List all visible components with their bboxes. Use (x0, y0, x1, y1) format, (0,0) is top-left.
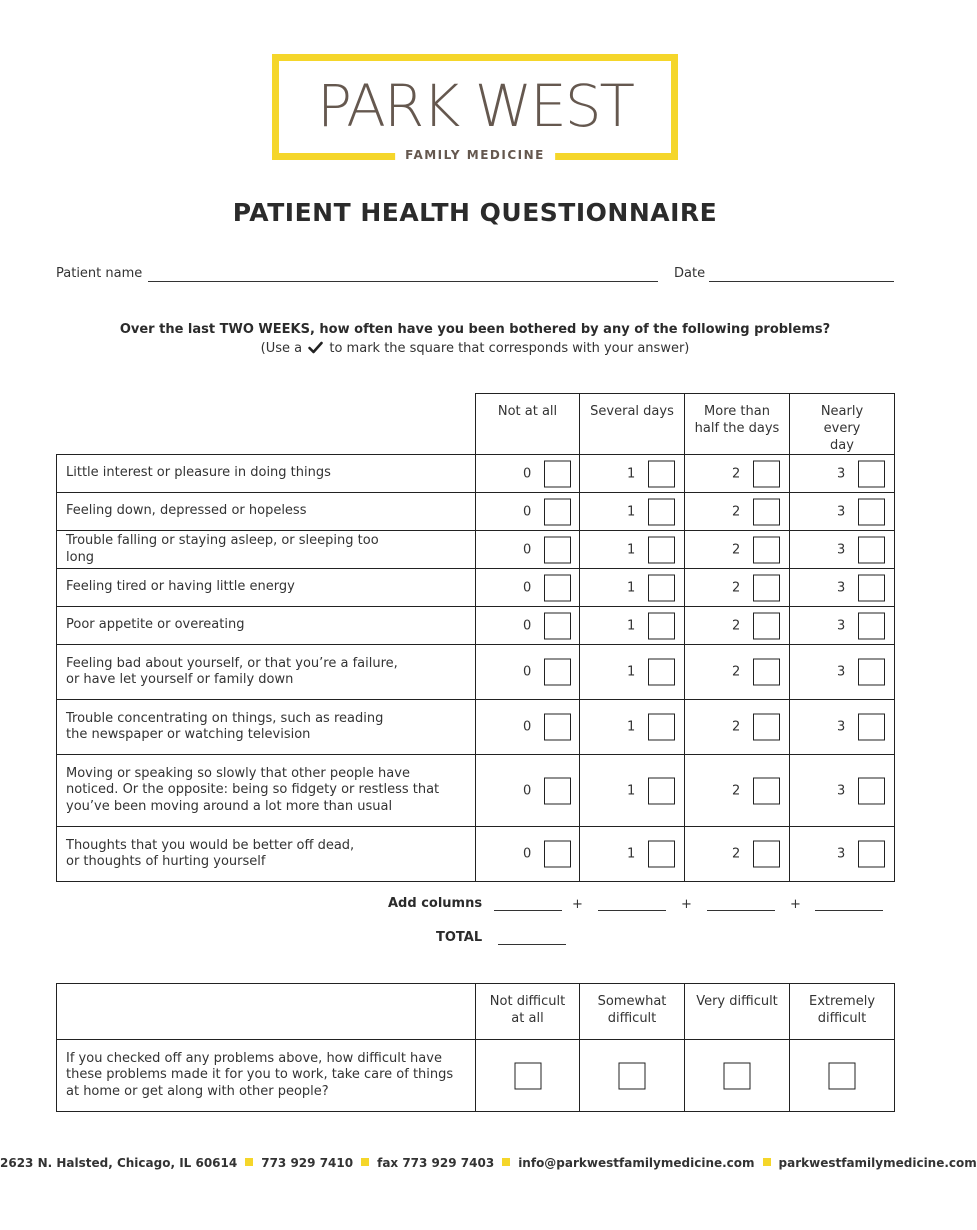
score-value: 1 (627, 846, 636, 862)
instructions-hint-after: to mark the square that corresponds with your answer) (329, 341, 690, 356)
footer-address: 2623 N. Halsted, Chicago, IL 60614 (0, 1156, 238, 1170)
separator-square-icon (361, 1158, 369, 1166)
question-row (57, 827, 895, 882)
difficulty-row (57, 1040, 895, 1112)
answer-option (476, 645, 580, 700)
answer-option (476, 493, 580, 531)
question-text (57, 607, 476, 645)
score-value: 3 (837, 846, 846, 862)
answer-option (580, 531, 685, 569)
plus-sign: + (572, 897, 583, 912)
footer-fax: fax 773 929 7403 (377, 1156, 495, 1170)
patient-info-fields (56, 266, 896, 286)
answer-option (476, 755, 580, 827)
logo-sub-text: FAMILY MEDICINE (395, 148, 555, 162)
separator-square-icon (502, 1158, 510, 1166)
checkbox[interactable] (858, 536, 885, 563)
question-text (57, 455, 476, 493)
question-label: Feeling down, depressed or hopeless (66, 503, 307, 519)
score-value: 2 (732, 783, 741, 798)
score-value: 0 (523, 504, 532, 519)
checkbox[interactable] (544, 574, 571, 601)
answer-option (790, 645, 895, 700)
score-value: 1 (627, 783, 636, 798)
answer-option (685, 700, 790, 755)
header-somewhat-difficult: Somewhat difficult (580, 984, 685, 1040)
answer-option (685, 755, 790, 827)
score-value: 1 (627, 664, 636, 680)
header-more-than-half: More than half the days (685, 394, 790, 455)
question-row (57, 531, 895, 569)
score-value: 1 (627, 580, 636, 595)
checkbox[interactable] (753, 777, 780, 804)
score-value: 2 (732, 504, 741, 519)
total-label: TOTAL (436, 930, 483, 945)
checkbox[interactable] (544, 714, 571, 741)
checkbox[interactable] (619, 1062, 646, 1089)
question-row (57, 455, 895, 493)
answer-option (580, 645, 685, 700)
separator-square-icon (763, 1158, 771, 1166)
checkbox[interactable] (648, 841, 675, 868)
checkbox[interactable] (544, 659, 571, 686)
answer-option (685, 827, 790, 882)
answer-option (476, 700, 580, 755)
header-very-difficult: Very difficult (685, 984, 790, 1040)
question-label: Poor appetite or overeating (66, 617, 245, 633)
question-text (57, 493, 476, 531)
answer-option (580, 493, 685, 531)
checkbox[interactable] (858, 659, 885, 686)
answer-option (685, 645, 790, 700)
checkbox[interactable] (858, 460, 885, 487)
score-value: 1 (627, 466, 636, 481)
score-value: 2 (732, 664, 741, 680)
checkbox[interactable] (858, 841, 885, 868)
plus-sign: + (790, 897, 801, 912)
column-sum-field-1[interactable] (494, 910, 562, 911)
header-not-difficult: Not difficult at all (476, 984, 580, 1040)
answer-option (790, 607, 895, 645)
answer-option (580, 755, 685, 827)
answer-option (790, 755, 895, 827)
score-value: 0 (523, 783, 532, 798)
answer-option (580, 700, 685, 755)
answer-option (685, 455, 790, 493)
question-label: Little interest or pleasure in doing things (66, 465, 331, 481)
question-row (57, 569, 895, 607)
score-value: 0 (523, 719, 532, 735)
checkbox[interactable] (514, 1062, 541, 1089)
logo-main-text: PARK WEST (317, 72, 633, 140)
score-summary (0, 895, 950, 955)
score-value: 2 (732, 719, 741, 735)
header-nearly-every-day: Nearly every day (790, 394, 895, 455)
difficulty-header-row (57, 984, 895, 1040)
answer-option (580, 827, 685, 882)
difficulty-header-spacer (57, 984, 476, 1040)
score-value: 3 (837, 504, 846, 519)
footer-contact (0, 1156, 977, 1170)
checkbox[interactable] (648, 612, 675, 639)
checkbox[interactable] (858, 574, 885, 601)
question-text (57, 827, 476, 882)
difficulty-option (790, 1040, 895, 1112)
footer-website[interactable]: parkwestfamilymedicine.com (778, 1156, 977, 1170)
answer-option (790, 569, 895, 607)
answer-option (580, 569, 685, 607)
question-label: Feeling bad about yourself, or that you’re a failure, or have let yourself or family down (66, 655, 398, 687)
answer-option (685, 569, 790, 607)
checkbox[interactable] (724, 1062, 751, 1089)
header-extremely-difficult: Extremely difficult (790, 984, 895, 1040)
checkbox[interactable] (648, 536, 675, 563)
answer-option (580, 607, 685, 645)
column-sum-field-3[interactable] (707, 910, 775, 911)
header-spacer (57, 394, 476, 455)
difficulty-table (56, 983, 895, 1112)
score-value: 2 (732, 466, 741, 481)
score-value: 1 (627, 504, 636, 519)
checkbox[interactable] (544, 536, 571, 563)
total-field[interactable] (498, 944, 566, 945)
plus-sign: + (681, 897, 692, 912)
checkbox[interactable] (753, 841, 780, 868)
checkbox[interactable] (753, 659, 780, 686)
answer-option (685, 531, 790, 569)
checkbox[interactable] (648, 714, 675, 741)
score-value: 3 (837, 719, 846, 735)
checkbox[interactable] (753, 574, 780, 601)
score-value: 1 (627, 618, 636, 633)
checkbox[interactable] (544, 841, 571, 868)
question-text (57, 755, 476, 827)
question-text (57, 645, 476, 700)
score-value: 2 (732, 542, 741, 557)
checkbox[interactable] (858, 777, 885, 804)
score-value: 3 (837, 618, 846, 633)
column-sum-field-2[interactable] (598, 910, 666, 911)
add-columns-label: Add columns (388, 896, 483, 911)
question-label: Feeling tired or having little energy (66, 579, 295, 595)
instructions-hint (0, 341, 950, 356)
checkbox[interactable] (858, 612, 885, 639)
answer-option (790, 700, 895, 755)
checkbox[interactable] (648, 777, 675, 804)
answer-option (476, 455, 580, 493)
checkbox[interactable] (753, 536, 780, 563)
question-text (57, 700, 476, 755)
instructions-question: Over the last TWO WEEKS, how often have you been bothered by any of the following problems? (119, 322, 831, 337)
answer-option (685, 607, 790, 645)
question-label: Trouble falling or staying asleep, or sleeping too long (66, 533, 379, 565)
checkbox[interactable] (648, 460, 675, 487)
score-value: 2 (732, 846, 741, 862)
question-label: Trouble concentrating on things, such as reading the newspaper or watching television (66, 710, 384, 742)
checkbox[interactable] (858, 714, 885, 741)
score-value: 0 (523, 580, 532, 595)
checkbox[interactable] (544, 498, 571, 525)
footer-phone[interactable]: 773 929 7410 (261, 1156, 354, 1170)
question-text (57, 569, 476, 607)
score-value: 0 (523, 542, 532, 557)
park-west-logo (272, 54, 678, 160)
difficulty-question-text: If you checked off any problems above, how difficult have these problems made it for you to work, take care of things at home or get along with other people? (57, 1040, 476, 1112)
checkbox[interactable] (544, 460, 571, 487)
difficulty-option (476, 1040, 580, 1112)
patient-name-label: Patient name (56, 266, 143, 281)
date-label: Date (674, 266, 706, 281)
checkbox[interactable] (753, 498, 780, 525)
header-not-at-all: Not at all (476, 394, 580, 455)
checkbox[interactable] (753, 714, 780, 741)
score-value: 0 (523, 466, 532, 481)
answer-option (685, 493, 790, 531)
question-text (57, 531, 476, 569)
checkbox[interactable] (829, 1062, 856, 1089)
score-value: 0 (523, 618, 532, 633)
score-value: 3 (837, 466, 846, 481)
question-row (57, 755, 895, 827)
score-value: 3 (837, 542, 846, 557)
answer-option (476, 607, 580, 645)
score-value: 0 (523, 846, 532, 862)
answer-option (790, 493, 895, 531)
page-title: PATIENT HEALTH QUESTIONNAIRE (232, 198, 718, 227)
checkbox[interactable] (648, 498, 675, 525)
instructions-hint-before: (Use a (260, 341, 303, 356)
separator-square-icon (245, 1158, 253, 1166)
patient-name-field[interactable] (148, 281, 658, 282)
checkbox[interactable] (648, 659, 675, 686)
question-row (57, 607, 895, 645)
question-row (57, 645, 895, 700)
footer-email[interactable]: info@parkwestfamilymedicine.com (518, 1156, 755, 1170)
header-several-days: Several days (580, 394, 685, 455)
answer-option (790, 455, 895, 493)
difficulty-option (685, 1040, 790, 1112)
score-value: 2 (732, 618, 741, 633)
checkbox[interactable] (544, 612, 571, 639)
checkbox[interactable] (544, 777, 571, 804)
column-sum-field-4[interactable] (815, 910, 883, 911)
answer-option (476, 827, 580, 882)
question-row (57, 700, 895, 755)
answer-option (476, 569, 580, 607)
question-label: Moving or speaking so slowly that other people have noticed. Or the opposite: being so fidgety or restless that you’ve been moving around a lot more than usual (66, 765, 440, 814)
answer-option (580, 455, 685, 493)
score-value: 1 (627, 719, 636, 735)
score-value: 3 (837, 580, 846, 595)
checkbox[interactable] (753, 612, 780, 639)
answer-option (790, 531, 895, 569)
checkbox[interactable] (648, 574, 675, 601)
frequency-header-row (57, 394, 895, 455)
symptom-table (56, 393, 895, 882)
score-value: 1 (627, 542, 636, 557)
question-label: Thoughts that you would be better off dead, or thoughts of hurting yourself (66, 837, 355, 869)
score-value: 2 (732, 580, 741, 595)
difficulty-option (580, 1040, 685, 1112)
date-field[interactable] (709, 281, 894, 282)
score-value: 3 (837, 783, 846, 798)
checkbox[interactable] (858, 498, 885, 525)
checkbox[interactable] (753, 460, 780, 487)
score-value: 0 (523, 664, 532, 680)
question-row (57, 493, 895, 531)
answer-option (476, 531, 580, 569)
answer-option (790, 827, 895, 882)
checkmark-icon (308, 341, 323, 354)
score-value: 3 (837, 664, 846, 680)
